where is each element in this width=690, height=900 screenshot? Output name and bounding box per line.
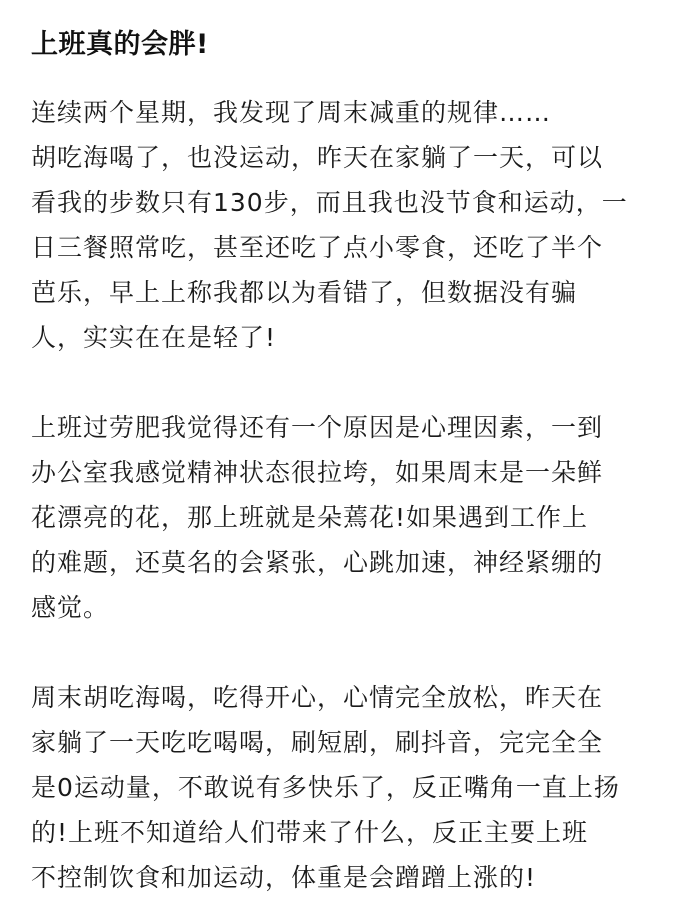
paragraph-line: 周末胡吃海喝，吃得开心，心情完全放松，昨天在 (31, 683, 604, 712)
paragraph-2 (31, 405, 671, 630)
post-title: 上班真的会胖! (31, 29, 209, 60)
paragraph-line: 不控制饮食和加运动，体重是会蹭蹭上涨的! (31, 863, 537, 892)
paragraph-line: 家躺了一天吃吃喝喝，刷短剧，刷抖音，完完全全 (31, 728, 604, 757)
paragraph-3 (31, 675, 671, 900)
paragraph-line: 花漂亮的花，那上班就是朵蔫花!如果遇到工作上 (31, 503, 589, 532)
paragraph-line: 的!上班不知道给人们带来了什么，反正主要上班 (31, 818, 589, 847)
paragraph-spacer (31, 630, 671, 675)
paragraph-line: 芭乐，早上上称我都以为看错了，但数据没有骗 (31, 278, 578, 307)
paragraph-line: 是0运动量，不敢说有多快乐了，反正嘴角一直上扬 (31, 773, 620, 802)
paragraph-line: 胡吃海喝了，也没运动，昨天在家躺了一天，可以 (31, 143, 604, 172)
paragraph-spacer (31, 360, 671, 405)
paragraph-line: 上班过劳肥我觉得还有一个原因是心理因素，一到 (31, 413, 604, 442)
paragraph-line: 日三餐照常吃，甚至还吃了点小零食，还吃了半个 (31, 233, 604, 262)
paragraph-line: 看我的步数只有130步，而且我也没节食和运动，一 (31, 188, 628, 217)
paragraph-line: 人，实实在在是轻了! (31, 323, 277, 352)
paragraph-line: 办公室我感觉精神状态很拉垮，如果周末是一朵鲜 (31, 458, 604, 487)
post-content (31, 24, 671, 900)
paragraph-line: 的难题，还莫名的会紧张，心跳加速，神经紧绷的 (31, 548, 604, 577)
paragraph-1 (31, 90, 671, 360)
paragraph-line: 连续两个星期，我发现了周末减重的规律…… (31, 98, 552, 127)
paragraph-line: 感觉。 (31, 593, 110, 622)
